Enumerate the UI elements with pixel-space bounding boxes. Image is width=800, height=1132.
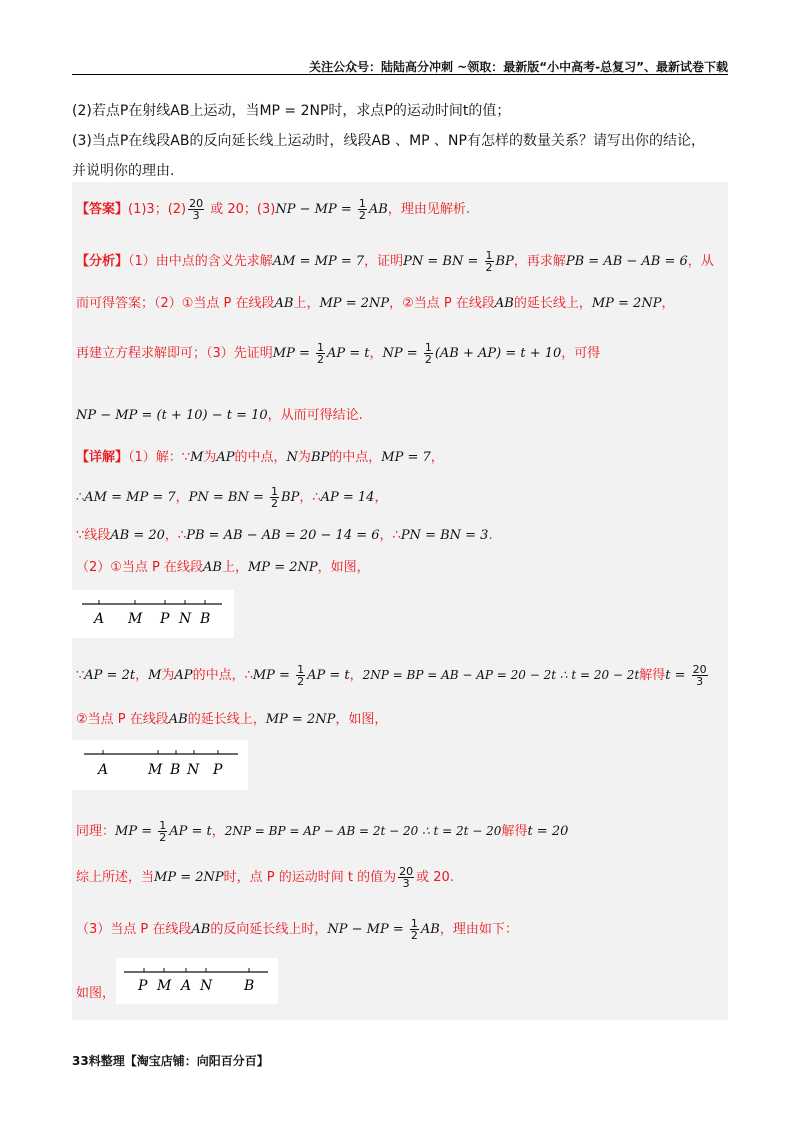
analysis-line3: 再建立方程求解即可；（3）先证明MP = $\frac{1}{2}$ AP = t，NP = $\frac{1}{2}$ (AB + AP) = t + 10，可得 (76, 341, 601, 366)
detail-line6: ②当点 P 在线段AB的延长线上，MP = 2NP，如图， (76, 712, 388, 727)
detail-line5: ∵AP = 2t，M为AP的中点，∴MP = $\frac{1}{2}$ AP = t，2NP = BP = AB − AP = 20 − 2t ∴ t = 20 − 2t解得t = $\frac{20}{3}$ (76, 663, 707, 688)
fig2-label-m: M (148, 762, 163, 778)
fig1-label-a: A (94, 611, 105, 627)
answer-fraction: $\frac{20}{3}$ (189, 197, 204, 222)
answer-line (76, 198, 470, 221)
page-header: 关注公众号：陆陆高分冲刺 ~领取：最新版“小中高考-总复习”、最新试卷下载 (309, 60, 728, 74)
fig2-label-a: A (98, 762, 109, 778)
detail-line2: ∴AM = MP = 7，PN = BN = $\frac{1}{2}$ BP，∴AP = 14， (76, 485, 388, 510)
fig2-label-n: N (187, 762, 200, 778)
fig1-label-b: B (200, 611, 211, 627)
detail-line1: 【详解】（1）解：∵M为AP的中点，N为BP的中点，MP = 7， (76, 450, 444, 465)
fig2-label-b: B (170, 762, 181, 778)
fig3-label-n: N (200, 978, 213, 994)
answer-expr: NP − MP = (275, 202, 356, 217)
page-footer (72, 1052, 269, 1069)
detail-line8: 综上所述，当MP = 2NP时，点 P 的运动时间 t 的值为 $\frac{20}{3}$ 或 20. (76, 865, 454, 890)
answer-part2: 或 20；(3) (206, 202, 276, 217)
page-number: 33 (72, 1054, 89, 1068)
fig3-label-p: P (138, 978, 148, 994)
question-2: (2)若点P在射线AB上运动，当MP = 2NP时，求点P的运动时间t的值； (72, 103, 511, 119)
fig1-label-m: M (128, 611, 143, 627)
detail-label: 【详解】 (76, 450, 129, 465)
analysis-line4: NP − MP = (t + 10) − t = 10，从而可得结论. (76, 408, 363, 423)
analysis-line2: 而可得答案；（2）①当点 P 在线段AB上，MP = 2NP，②当点 P 在线段AB的延长线上，MP = 2NP， (76, 296, 675, 311)
header-rule (72, 74, 728, 75)
answer-label: 【答案】 (76, 202, 129, 217)
analysis-line1: 【分析】（1）由中点的含义先求解AM = MP = 7，证明PN = BN = $\frac{1}{2}$ BP，再求解PB = AB − AB = 6，从 (76, 249, 714, 274)
detail-line7: 同理：MP = $\frac{1}{2}$ AP = t，2NP = BP = AP − AB = 2t − 20 ∴ t = 2t − 20解得t = 20 (76, 819, 569, 844)
fig1-label-p: P (160, 611, 170, 627)
footer-text: 料整理【淘宝店铺：向阳百分百】 (88, 1054, 269, 1068)
fig2-label-p: P (213, 762, 223, 778)
answer-half: $\frac{1}{2}$ (358, 197, 366, 222)
figure-2 (72, 740, 248, 790)
figure-3 (116, 958, 278, 1004)
question-3-line1: (3)当点P在线段AB的反向延长线上运动时，线段AB 、MP 、NP有怎样的数量关系？请写出你的结论， (72, 133, 705, 149)
figure-1 (72, 590, 234, 638)
detail-line10: 如图， (76, 986, 116, 1001)
fig3-label-a: A (181, 978, 192, 994)
detail-line4: （2）①当点 P 在线段AB上，MP = 2NP，如图， (76, 560, 370, 575)
question-3-line2: 并说明你的理由. (72, 163, 175, 179)
detail-line9: （3）当点 P 在线段AB的反向延长线上时，NP − MP = $\frac{1}{2}$ AB，理由如下： (76, 917, 518, 942)
detail-line3: ∵线段AB = 20，∴PB = AB − AB = 20 − 14 = 6，∴PN = BN = 3. (76, 528, 493, 543)
fig3-label-b: B (244, 978, 255, 994)
fig1-label-n: N (179, 611, 192, 627)
analysis-label: 【分析】 (76, 254, 129, 269)
answer-ab: AB (368, 202, 388, 217)
answer-tail: ，理由见解析. (387, 202, 470, 217)
answer-part1: (1)3；(2) (128, 202, 187, 217)
fig3-label-m: M (157, 978, 172, 994)
